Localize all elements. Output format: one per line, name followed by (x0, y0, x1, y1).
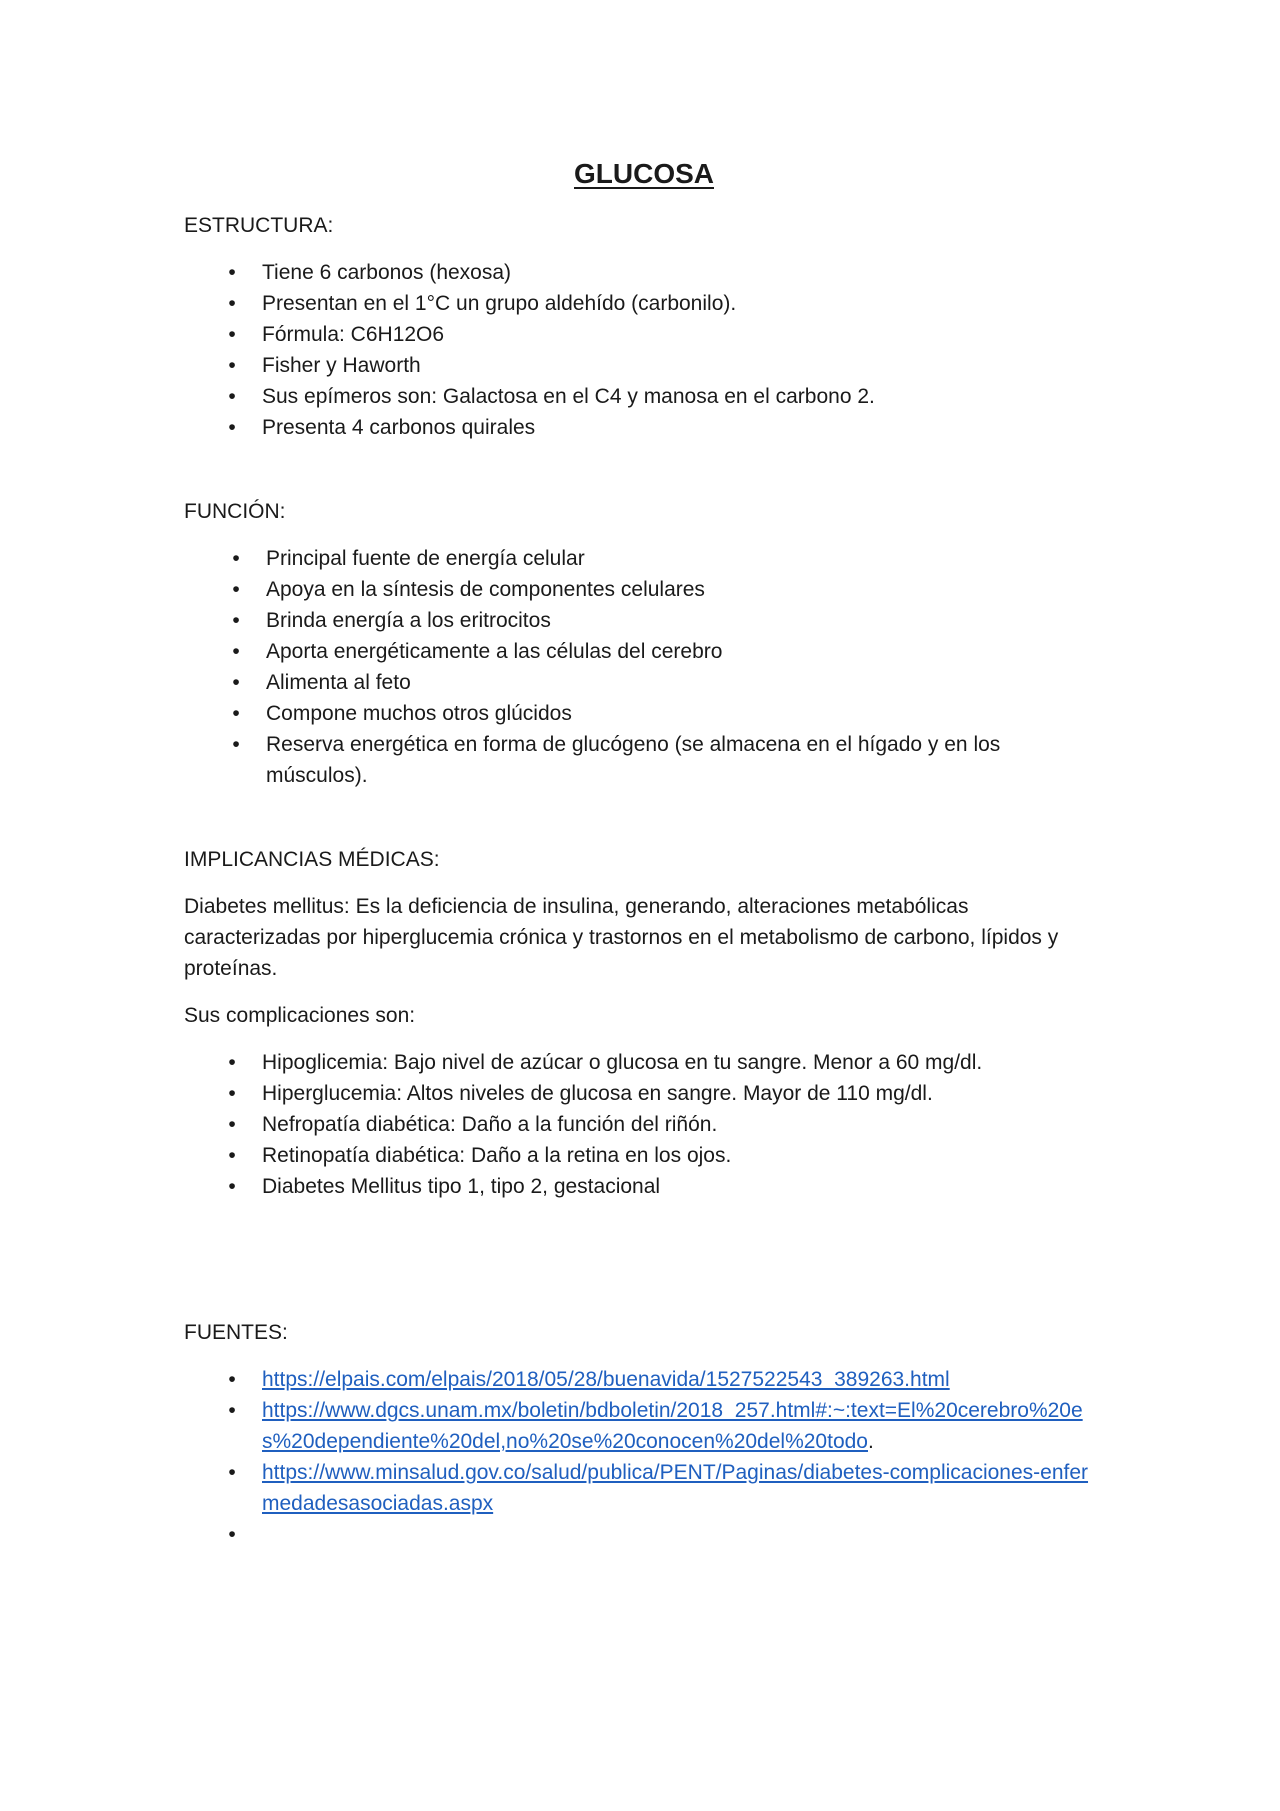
list-item (184, 574, 1104, 605)
section-heading-estructura: ESTRUCTURA: (184, 214, 334, 237)
list-item (184, 288, 1104, 319)
list-item (184, 381, 1104, 412)
bullet-icon: • (232, 547, 240, 570)
sources-list (184, 1364, 1104, 1550)
list-item (184, 1457, 1104, 1519)
list-item (184, 1364, 1104, 1395)
list-item (184, 543, 1104, 574)
list-item-text: Presentan en el 1°C un grupo aldehído (carbonilo). (262, 292, 737, 315)
diabetes-paragraph: Diabetes mellitus: Es la deficiencia de insulina, generando, alteraciones metabólicas caracterizadas por hiperglucemia crónica y trastornos en el metabolismo de carbono, lípidos y proteínas. (184, 895, 1059, 980)
section-heading-implicancias: IMPLICANCIAS MÉDICAS: (184, 848, 440, 871)
list-item (184, 1395, 1104, 1457)
funcion-list (184, 543, 1104, 791)
bullet-icon: • (228, 1051, 236, 1074)
list-item (184, 698, 1104, 729)
list-item (184, 350, 1104, 381)
list-item (184, 1047, 1104, 1078)
document-body (184, 150, 1104, 1550)
bullet-icon: • (232, 702, 240, 725)
bullet-icon: • (228, 354, 236, 377)
complications-intro: Sus complicaciones son: (184, 1004, 416, 1027)
list-item-text: Principal fuente de energía celular (266, 547, 585, 570)
list-item (184, 1078, 1104, 1109)
list-item (184, 319, 1104, 350)
link-suffix: . (868, 1430, 874, 1453)
list-item-text: Retinopatía diabética: Daño a la retina en los ojos. (262, 1144, 732, 1167)
page-title: GLUCOSA (574, 158, 714, 189)
bullet-icon: • (228, 292, 236, 315)
section-heading-fuentes: FUENTES: (184, 1321, 288, 1344)
list-item-text: Reserva energética en forma de glucógeno (se almacena en el hígado y en los músculos). (266, 733, 1001, 787)
section-heading-funcion: FUNCIÓN: (184, 500, 286, 523)
list-item-text: Brinda energía a los eritrocitos (266, 609, 551, 632)
estructura-list (184, 257, 1104, 443)
list-item (184, 605, 1104, 636)
bullet-icon: • (228, 323, 236, 346)
list-item (184, 667, 1104, 698)
bullet-icon: • (228, 261, 236, 284)
bullet-icon: • (228, 1113, 236, 1136)
list-item-text: Hiperglucemia: Altos niveles de glucosa en sangre. Mayor de 110 mg/dl. (262, 1082, 933, 1105)
bullet-icon: • (228, 1144, 236, 1167)
list-item-text: Presenta 4 carbonos quirales (262, 416, 536, 439)
list-item-text: Fórmula: C6H12O6 (262, 323, 445, 346)
list-item-text: Compone muchos otros glúcidos (266, 702, 572, 725)
bullet-icon: • (228, 416, 236, 439)
list-item (184, 636, 1104, 667)
bullet-icon: • (232, 733, 240, 756)
bullet-icon: • (228, 1399, 236, 1422)
bullet-icon: • (228, 1082, 236, 1105)
bullet-icon: • (228, 1461, 236, 1484)
complications-list (184, 1047, 1104, 1202)
spacer (184, 791, 1104, 844)
list-item (184, 257, 1104, 288)
list-item-text: Nefropatía diabética: Daño a la función del riñón. (262, 1113, 718, 1136)
bullet-icon: • (232, 671, 240, 694)
spacer (184, 1202, 1104, 1317)
list-item-text: Alimenta al feto (266, 671, 411, 694)
list-item (184, 1171, 1104, 1202)
list-item-text: Sus epímeros son: Galactosa en el C4 y manosa en el carbono 2. (262, 385, 875, 408)
list-item (184, 412, 1104, 443)
source-link-unam[interactable]: https://www.dgcs.unam.mx/boletin/bdboletin/2018_257.html#:~:text=El%20cerebro%20es%20dependiente%20del,no%20se%20conocen%20del%20todo (262, 1399, 1083, 1453)
list-item-empty (184, 1519, 1104, 1550)
list-item-text: Hipoglicemia: Bajo nivel de azúcar o glucosa en tu sangre. Menor a 60 mg/dl. (262, 1051, 983, 1074)
source-link-elpais[interactable]: https://elpais.com/elpais/2018/05/28/buenavida/1527522543_389263.html (262, 1368, 950, 1391)
bullet-icon: • (232, 578, 240, 601)
list-item-text: Diabetes Mellitus tipo 1, tipo 2, gestacional (262, 1175, 661, 1198)
bullet-icon: • (228, 1175, 236, 1198)
list-item-text: Fisher y Haworth (262, 354, 421, 377)
list-item-text: Tiene 6 carbonos (hexosa) (262, 261, 512, 284)
list-item (184, 729, 1104, 791)
bullet-icon: • (232, 640, 240, 663)
list-item (184, 1140, 1104, 1171)
list-item-text: Aporta energéticamente a las células del cerebro (266, 640, 723, 663)
source-link-minsalud[interactable]: https://www.minsalud.gov.co/salud/publica/PENT/Paginas/diabetes-complicaciones-enfermedadesasociadas.aspx (262, 1461, 1089, 1515)
list-item-text: Apoya en la síntesis de componentes celulares (266, 578, 705, 601)
spacer (184, 443, 1104, 496)
bullet-icon: • (228, 385, 236, 408)
bullet-icon: • (232, 609, 240, 632)
bullet-icon: • (228, 1523, 236, 1546)
list-item (184, 1109, 1104, 1140)
bullet-icon: • (228, 1368, 236, 1391)
